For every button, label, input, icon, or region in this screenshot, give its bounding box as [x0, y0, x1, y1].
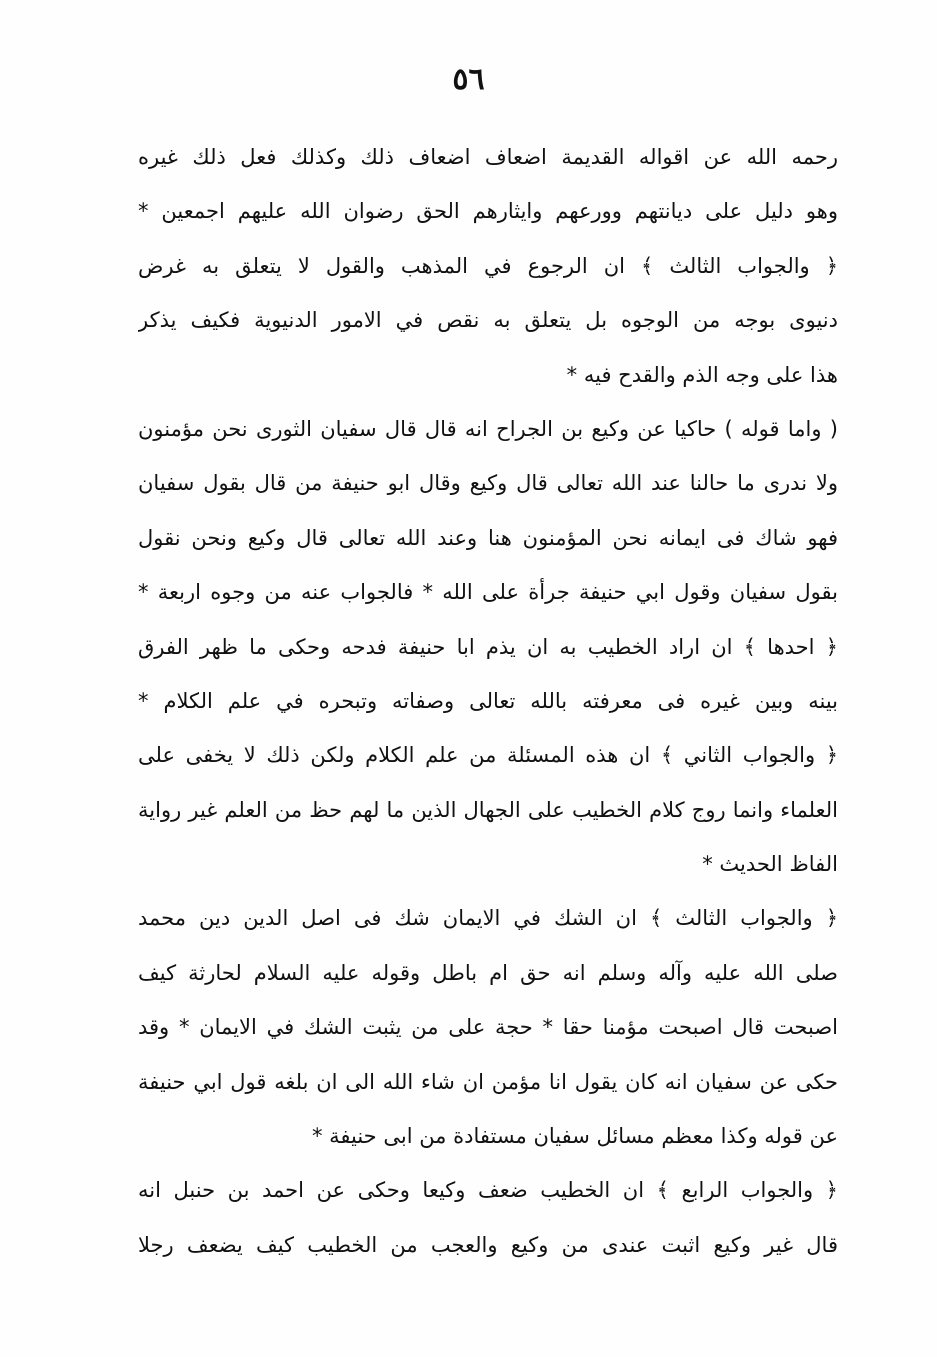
text-line: ولا ندرى ما حالنا عند الله تعالى قال وكيع وقال ابو حنيفة من قال بقول سفيان	[138, 471, 838, 496]
text-line: ( واما قوله ) حاكيا عن وكيع بن الجراح انه قال قال سفيان الثورى نحن مؤمنون	[138, 416, 838, 441]
text-line: صلى الله عليه وآله وسلم انه حق ام باطل وقوله عليه السلام لحارثة كيف	[138, 960, 838, 985]
text-line: وهو دليل على ديانتهم وورعهم وايثارهم الحق رضوان الله عليهم اجمعين *	[138, 199, 838, 224]
text-line: ﴿ والجواب الثاني ﴾ ان هذه المسئلة من علم الكلام ولكن ذلك لا يخفى على	[138, 743, 838, 768]
text-line: بينه وبين غيره فى معرفته بالله تعالى وصفاته وتبحره في علم الكلام *	[138, 688, 838, 713]
text-line: ﴿ والجواب الثالث ﴾ ان الشك في الايمان شك فى اصل الدين دين محمد	[138, 906, 838, 931]
text-line: فهو شاك فى ايمانه نحن المؤمنون هنا وعند الله تعالى قال وكيع ونحن نقول	[138, 525, 838, 550]
text-line: قال غير وكيع اثبت عندى من وكيع والعجب من الخطيب كيف يضعف رجلا	[138, 1232, 838, 1257]
text-line: العلماء وانما روج كلام الخطيب على الجهال الذين ما لهم حظ من العلم غير رواية	[138, 797, 838, 822]
text-line: ﴿ احدها ﴾ ان اراد الخطيب به ان يذم ابا حنيفة فدحه وحكى ما ظهر الفرق	[138, 634, 838, 659]
text-line: بقول سفيان وقول ابي حنيفة جرأة على الله * فالجواب عنه من وجوه اربعة *	[138, 580, 838, 605]
text-line: ﴿ والجواب الثالث ﴾ ان الرجوع في المذهب والقول لا يتعلق به غرض	[138, 253, 838, 278]
text-line: اصبحت قال اصبحت مؤمنا حقا * حجة على من يثبت الشك في الايمان * وقد	[138, 1015, 838, 1040]
text-line: رحمه الله عن اقواله القديمة اضعاف اضعاف ذلك وكذلك فعل ذلك غيره	[138, 145, 838, 169]
text-line: ﴿ والجواب الرابع ﴾ ان الخطيب ضعف وكيعا وحكى عن احمد بن حنبل انه	[138, 1178, 838, 1203]
text-line: حكى عن سفيان انه كان يقول انا مؤمن ان شاء الله الى ان بلغه قول ابي حنيفة	[138, 1069, 838, 1094]
page-number: ٥٦	[452, 62, 485, 97]
body-text	[138, 130, 838, 1272]
text-line: الفاظ الحديث *	[702, 852, 838, 877]
text-line: عن قوله وكذا معظم مسائل سفيان مستفادة من ابى حنيفة *	[311, 1124, 838, 1149]
text-line: هذا على وجه الذم والقدح فيه *	[566, 362, 838, 387]
text-line: دنيوى بوجه من الوجوه بل يتعلق به نقص في الامور الدنيوية فكيف يذكر	[138, 308, 838, 333]
